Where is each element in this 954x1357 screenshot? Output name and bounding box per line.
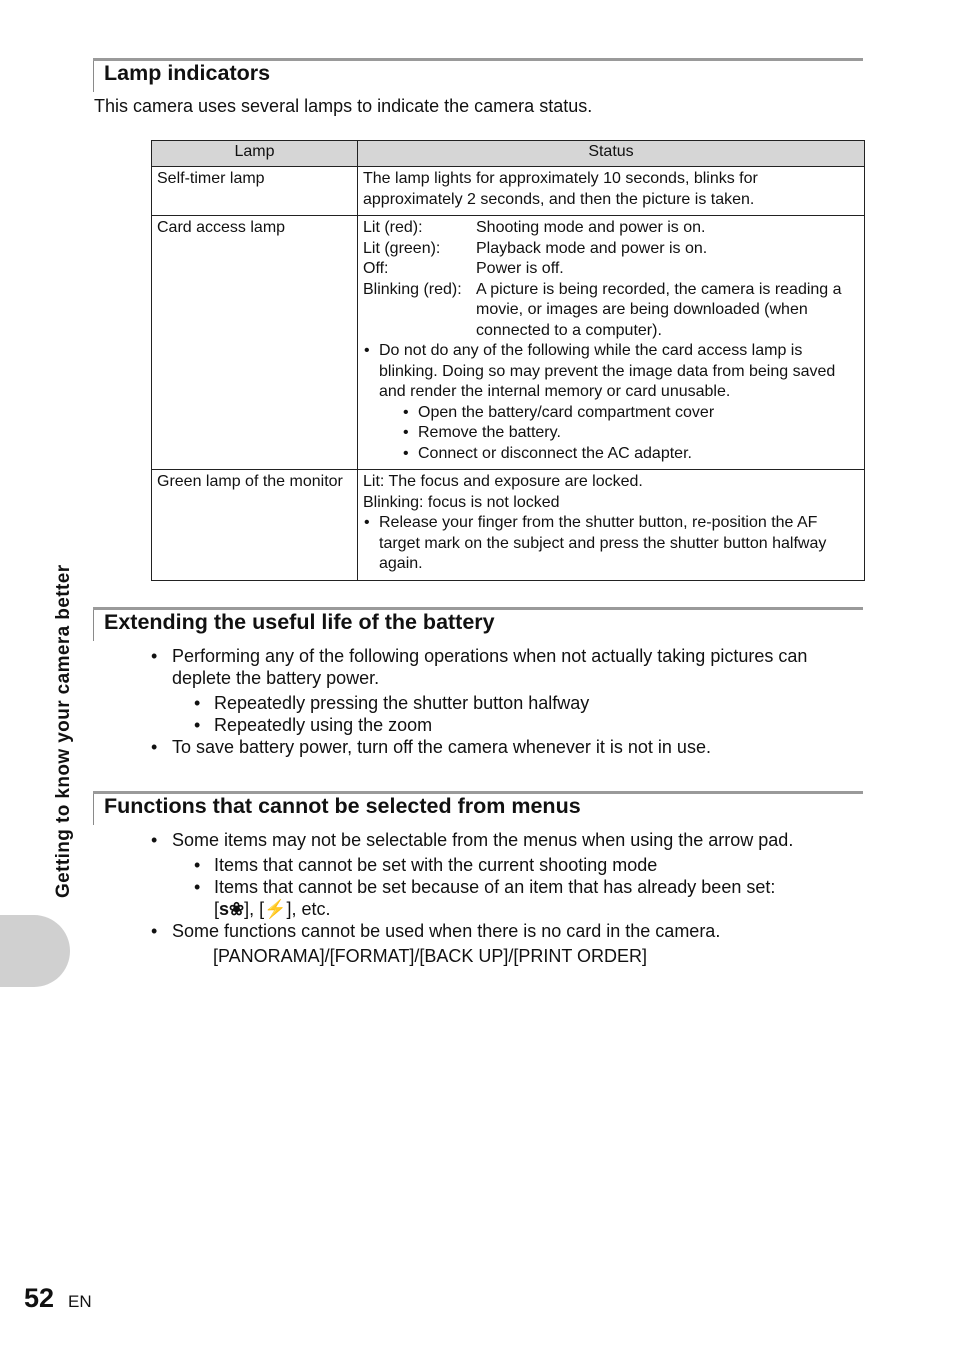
state-row <box>363 280 859 342</box>
functions-list <box>150 829 860 967</box>
section-title: Functions that cannot be selected from menus <box>104 794 581 818</box>
chapter-tab <box>0 915 70 987</box>
bullet: • <box>194 877 201 897</box>
sub-item <box>150 692 860 714</box>
lamp-indicators-header <box>93 58 863 85</box>
lamp-status <box>358 470 865 581</box>
table-header-row <box>152 141 865 167</box>
bullet: • <box>403 424 409 441</box>
sub-item-text: Remove the battery. <box>418 424 561 441</box>
state-row <box>363 239 859 260</box>
heading-bar <box>93 794 94 825</box>
sub-item-text: Items that cannot be set because of an item that has already been set: <box>214 877 776 897</box>
bullet: • <box>151 921 158 941</box>
lamp-status: The lamp lights for approximately 10 seconds, blinks for approximately 2 seconds, and then the picture is taken. <box>358 167 865 216</box>
bullet: • <box>364 514 370 531</box>
sub-item <box>363 403 859 424</box>
bullet: • <box>403 403 409 421</box>
bullet: • <box>194 693 201 713</box>
list-item <box>150 736 860 758</box>
state-key: Lit (green): <box>363 239 441 257</box>
state-key: Off: <box>363 260 389 277</box>
sub-item-text: Repeatedly using the zoom <box>214 715 433 735</box>
sub-item <box>150 714 860 736</box>
sub-item-tail: ], etc. <box>286 899 331 919</box>
heading-bar <box>93 610 94 641</box>
bullet: • <box>151 646 158 666</box>
state-row <box>363 259 859 280</box>
list-item-text: Some functions cannot be used when there is no card in the camera. <box>172 921 721 941</box>
state-value: Playback mode and power is on. <box>476 239 708 257</box>
bullet: • <box>194 855 201 875</box>
warning-item <box>363 341 859 403</box>
bullet: • <box>194 715 201 735</box>
list-item-text: To save battery power, turn off the camera whenever it is not in use. <box>172 737 711 757</box>
flash-icon: ⚡ <box>264 899 287 919</box>
list-item-text: Performing any of the following operations when not actually taking pictures can deplete the battery power. <box>172 646 808 688</box>
sub-item-text: Connect or disconnect the AC adapter. <box>418 444 692 462</box>
sub-item <box>363 423 859 444</box>
sub-item-text: Open the battery/card compartment cover <box>418 403 715 421</box>
state-value: Shooting mode and power is on. <box>476 219 706 236</box>
header-lamp: Lamp <box>152 141 358 167</box>
table-row <box>152 216 865 470</box>
list-item <box>150 829 860 851</box>
chapter-title: Getting to know your camera better <box>53 564 74 898</box>
page-language: EN <box>68 1292 92 1311</box>
intro-text: This camera uses several lamps to indicate the camera status. <box>94 96 593 116</box>
scene-macro-icon: s❀ <box>219 899 245 919</box>
page-number: 52 <box>24 1283 55 1313</box>
note-item <box>363 513 859 575</box>
battery-header <box>93 607 863 634</box>
state-key: Lit (red): <box>363 219 423 236</box>
lamp-name: Card access lamp <box>152 216 358 470</box>
lamp-name: Green lamp of the monitor <box>152 470 358 581</box>
bullet: • <box>151 830 158 850</box>
header-status: Status <box>358 141 865 167</box>
status-line: Lit: The focus and exposure are locked. <box>363 473 643 490</box>
note-text: Release your finger from the shutter button, re-position the AF target mark on the subject and press the shutter button halfway again. <box>379 514 827 572</box>
list-item <box>150 920 860 942</box>
lamp-name: Self-timer lamp <box>152 167 358 216</box>
sub-item-text: Repeatedly pressing the shutter button halfway <box>214 693 590 713</box>
function-names: [PANORAMA]/[FORMAT]/[BACK UP]/[PRINT ORDER] <box>213 946 648 966</box>
sub-item-block: Items that cannot be set because of an item that has already been set: [s❀], [⚡], etc. <box>214 877 776 919</box>
bullet: • <box>403 444 409 462</box>
list-item-text: Some items may not be selectable from the menus when using the arrow pad. <box>172 830 794 850</box>
functions-header <box>93 791 863 818</box>
battery-list <box>150 645 860 758</box>
sub-item <box>363 444 859 465</box>
state-value: Power is off. <box>476 260 564 277</box>
bullet: • <box>151 737 158 757</box>
heading-bar <box>93 61 94 92</box>
table-row <box>152 470 865 581</box>
sub-item-text: Items that cannot be set with the current shooting mode <box>214 855 658 875</box>
sub-item <box>150 854 860 876</box>
lamp-table <box>151 140 865 581</box>
section-title: Lamp indicators <box>104 61 271 85</box>
section-title: Extending the useful life of the battery <box>104 610 495 634</box>
status-line: Blinking: focus is not locked <box>363 493 560 511</box>
state-row <box>363 218 859 239</box>
state-value: A picture is being recorded, the camera is reading a movie, or images are being downloaded (when connected to a computer). <box>476 280 842 339</box>
warning-text: Do not do any of the following while the card access lamp is blinking. Doing so may prevent the image data from being saved and render the internal memory or card unusable. <box>379 342 836 400</box>
table-row <box>152 167 865 216</box>
sub-item <box>150 876 860 920</box>
lamp-status <box>358 216 865 470</box>
state-key: Blinking (red): <box>363 280 462 298</box>
bullet: • <box>364 342 370 359</box>
list-item <box>150 645 860 689</box>
